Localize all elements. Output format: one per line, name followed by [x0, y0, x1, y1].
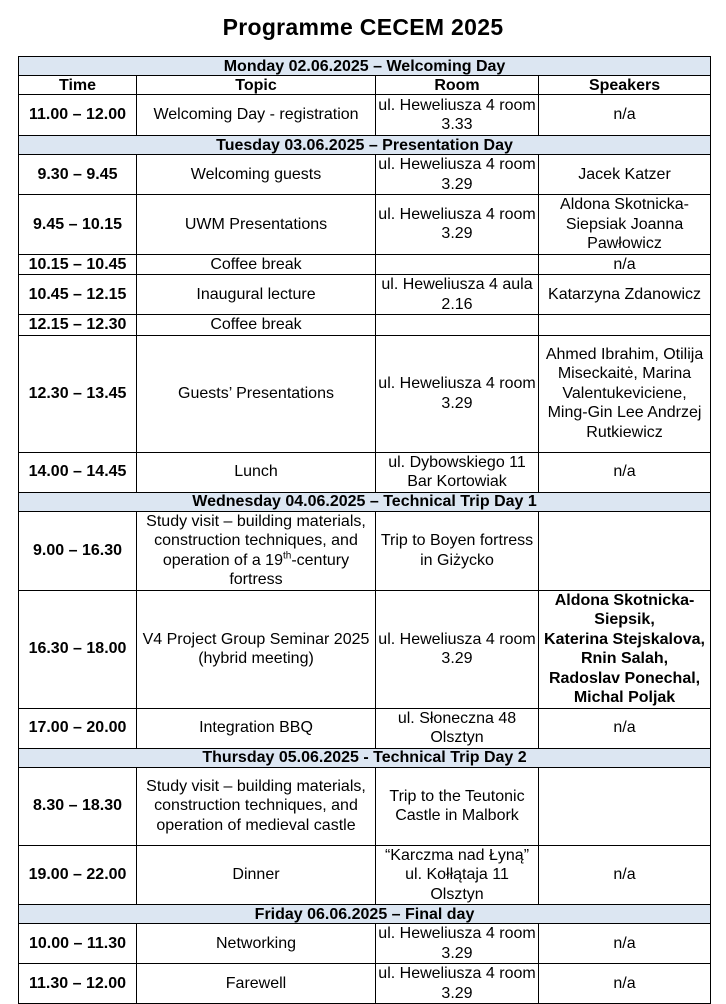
day-heading: Tuesday 03.06.2025 – Presentation Day: [19, 136, 711, 155]
cell-room: ul. Heweliusza 4 room 3.29: [376, 155, 539, 195]
cell-topic: Networking: [137, 924, 376, 964]
cell-time: 9.30 – 9.45: [19, 155, 137, 195]
table-row: [19, 590, 711, 708]
table-row: [19, 95, 711, 136]
cell-topic: Lunch: [137, 452, 376, 492]
cell-room: ul. Heweliusza 4 room 3.29: [376, 195, 539, 255]
cell-speakers: n/a: [539, 452, 711, 492]
cell-room: ul. Heweliusza 4 room 3.29: [376, 590, 539, 708]
table-row: [19, 708, 711, 748]
cell-time: 8.30 – 18.30: [19, 767, 137, 845]
column-header-room: Room: [376, 76, 539, 95]
cell-speakers: n/a: [539, 95, 711, 136]
cell-room: ul. Słoneczna 48 Olsztyn: [376, 708, 539, 748]
cell-speakers: [539, 315, 711, 336]
cell-time: 14.00 – 14.45: [19, 452, 137, 492]
table-row: [19, 924, 711, 964]
table-row: [19, 511, 711, 590]
table-row: [19, 315, 711, 336]
cell-topic: Inaugural lecture: [137, 275, 376, 315]
speaker-line: Aldona Skotnicka-: [554, 591, 695, 609]
cell-topic: V4 Project Group Seminar 2025 (hybrid meeting): [137, 590, 376, 708]
cell-topic-text: Study visit – building materials, construction techniques, and operation of a 19: [146, 512, 366, 569]
cell-room: ul. Heweliusza 4 aula 2.16: [376, 275, 539, 315]
cell-time: 11.00 – 12.00: [19, 95, 137, 136]
speaker-line: Katerina Stejskalova,: [544, 630, 705, 648]
cell-speakers: n/a: [539, 845, 711, 905]
speaker-line: Rnin Salah,: [580, 650, 669, 667]
cell-room: Trip to the Teutonic Castle in Malbork: [376, 767, 539, 845]
cell-speakers: [539, 767, 711, 845]
day-heading: Wednesday 04.06.2025 – Technical Trip Day 1: [19, 492, 711, 511]
cell-topic-text-end: -century fortress: [229, 551, 350, 588]
cell-topic: Guests’ Presentations: [137, 335, 376, 452]
cell-topic: [137, 511, 376, 590]
cell-topic: Coffee break: [137, 315, 376, 336]
cell-speakers: [539, 590, 711, 708]
day-heading: Thursday 05.06.2025 - Technical Trip Day 2: [19, 748, 711, 767]
cell-room: Trip to Boyen fortress in Giżycko: [376, 511, 539, 590]
table-row: [19, 195, 711, 255]
table-row: [19, 254, 711, 275]
cell-speakers: [539, 511, 711, 590]
cell-speakers: n/a: [539, 708, 711, 748]
cell-time: 10.00 – 11.30: [19, 924, 137, 964]
column-header-time: Time: [19, 76, 137, 95]
cell-room: ul. Dybowskiego 11 Bar Kortowiak: [376, 452, 539, 492]
speaker-line: Michal Poljak: [573, 689, 676, 706]
speaker-line: Radoslav Ponechal,: [548, 669, 701, 687]
cell-speakers: n/a: [539, 964, 711, 1004]
cell-time: 12.15 – 12.30: [19, 315, 137, 336]
table-row: [19, 845, 711, 905]
day-heading-row: [19, 748, 711, 767]
day-heading: Monday 02.06.2025 – Welcoming Day: [19, 57, 711, 76]
table-row: [19, 452, 711, 492]
cell-time: 9.00 – 16.30: [19, 511, 137, 590]
cell-speakers: Jacek Katzer: [539, 155, 711, 195]
cell-room: [376, 254, 539, 275]
cell-time: 10.45 – 12.15: [19, 275, 137, 315]
column-header-speakers: Speakers: [539, 76, 711, 95]
cell-time: 17.00 – 20.00: [19, 708, 137, 748]
cell-room: ul. Heweliusza 4 room 3.29: [376, 964, 539, 1004]
speaker-line: Siepsik,: [594, 611, 655, 628]
cell-speakers: Ahmed Ibrahim, Otilija Miseckaitė, Marina Valentukeviciene, Ming-Gin Lee Andrzej Rutkiewicz: [539, 335, 711, 452]
cell-topic: UWM Presentations: [137, 195, 376, 255]
cell-speakers: n/a: [539, 254, 711, 275]
cell-room: ul. Heweliusza 4 room 3.33: [376, 95, 539, 136]
cell-speakers: n/a: [539, 924, 711, 964]
day-heading-row: [19, 905, 711, 924]
day-heading-row: [19, 57, 711, 76]
cell-topic: Coffee break: [137, 254, 376, 275]
day-heading-row: [19, 492, 711, 511]
page-title: Programme CECEM 2025: [222, 14, 504, 40]
column-header-row: [19, 76, 711, 95]
cell-topic: Integration BBQ: [137, 708, 376, 748]
column-header-topic: Topic: [137, 76, 376, 95]
cell-room: ul. Heweliusza 4 room 3.29: [376, 924, 539, 964]
day-heading-row: [19, 136, 711, 155]
cell-time: 16.30 – 18.00: [19, 590, 137, 708]
table-row: [19, 767, 711, 845]
cell-topic: Welcoming guests: [137, 155, 376, 195]
table-row: [19, 275, 711, 315]
cell-time: 9.45 – 10.15: [19, 195, 137, 255]
cell-time: 19.00 – 22.00: [19, 845, 137, 905]
cell-room: ul. Heweliusza 4 room 3.29: [376, 335, 539, 452]
table-row: [19, 335, 711, 452]
cell-topic: Welcoming Day - registration: [137, 95, 376, 136]
cell-topic: Farewell: [137, 964, 376, 1004]
cell-time: 11.30 – 12.00: [19, 964, 137, 1004]
table-row: [19, 155, 711, 195]
table-row: [19, 964, 711, 1004]
cell-speakers: Katarzyna Zdanowicz: [539, 275, 711, 315]
cell-topic: Dinner: [137, 845, 376, 905]
cell-room: [376, 315, 539, 336]
cell-time: 12.30 – 13.45: [19, 335, 137, 452]
cell-time: 10.15 – 10.45: [19, 254, 137, 275]
programme-table: [18, 56, 711, 1004]
ordinal-superscript: th: [282, 550, 292, 562]
cell-room: “Karczma nad Łyną” ul. Kołłątaja 11 Olsztyn: [376, 845, 539, 905]
cell-topic: Study visit – building materials, construction techniques, and operation of medieval castle: [137, 767, 376, 845]
cell-speakers: Aldona Skotnicka-Siepsiak Joanna Pawłowicz: [539, 195, 711, 255]
day-heading: Friday 06.06.2025 – Final day: [19, 905, 711, 924]
